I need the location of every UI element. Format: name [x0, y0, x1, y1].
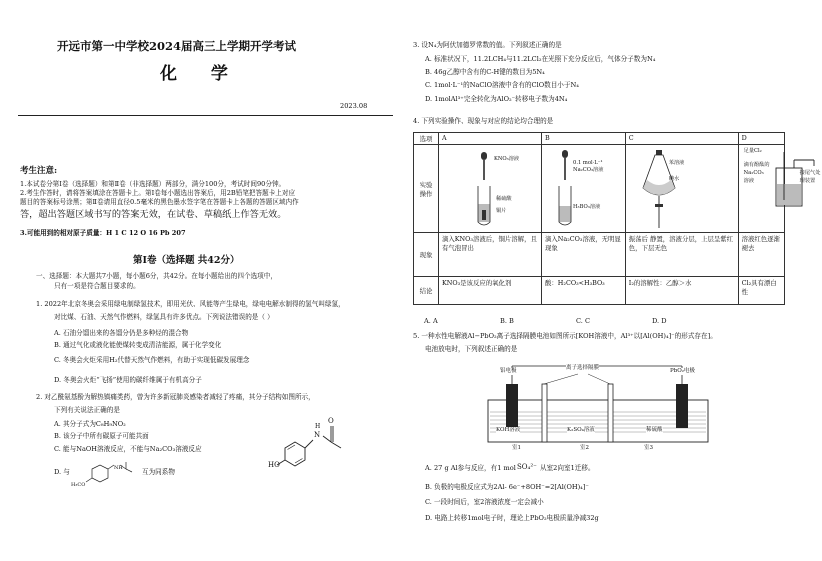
conclusion-b: 酸：H₂CO₃<H₃BO₃	[542, 277, 626, 305]
phenomenon-c: 振荡后 静置，溶液分层，上层呈紫红色，下层无色	[625, 233, 738, 277]
q4-option-b: B. B	[500, 317, 514, 325]
table-header-option: 选项	[414, 133, 439, 145]
section-intro: 一、选择题：本大题共7小题，每小题6分，共42分。在每小题给出的四个选项中，	[36, 272, 277, 280]
q5-stem: 5. 一种水性电解液Al−PbO₂离子选择隔膜电池如图所示[KOH溶液中，Al³⁺以[Al(OH)₄]⁻的形式存在]。	[413, 332, 717, 340]
exam-date: 2023.08	[340, 102, 368, 110]
n-label: N	[314, 431, 321, 439]
atomic-mass-line: 3.可能用到的相对原子质量：H 1 C 12 O 16 Pb 207	[20, 229, 186, 237]
battery-diagram	[478, 362, 718, 452]
label-na2co3-d: Na₂CO₃	[743, 170, 764, 176]
paracetamol-structure	[265, 412, 365, 474]
q3-stem: 3. 设N₄为阿伏加德罗常数的值。下列叙述正确的是	[413, 41, 562, 49]
label-cl2: 足量Cl₂	[743, 148, 762, 154]
conclusion-a: KNO₃是该反应的氧化剂	[439, 277, 542, 305]
apparatus-b	[542, 145, 626, 233]
q2-stem: 2. 对乙酰氨基酚为解热镇痛类药，曾为许多新冠肺炎感染者减轻了疼痛，其分子结构如图所示，	[36, 393, 315, 401]
label-h3bo3: H₃BO₃溶液	[573, 204, 601, 210]
q4-option-a: A. A	[424, 317, 438, 325]
q3-option-a: A. 标准状况下，11.2LCH₄与11.2LCl₂在光照下充分反应后，气体分子数为N₄	[425, 55, 656, 63]
q1-option-a: A. 石油分馏出来的各馏分仍是多种烃的混合物	[54, 329, 189, 337]
table-header-c: C	[625, 133, 738, 145]
q3-option-c: C. 1mol·L⁻¹的NaClO溶液中含有的ClO数目小于N₄	[425, 81, 579, 89]
label-solution: 溶液	[743, 178, 755, 184]
q2-option-c: C. 能与NaOH溶液反应，不能与Na₂CO₃溶液反应	[54, 445, 202, 453]
q2-option-b: B. 该分子中所有碳原子可能共面	[54, 432, 149, 440]
h-label: H	[315, 423, 321, 430]
left-column	[0, 0, 397, 561]
row-label-conclusion: 结论	[414, 277, 439, 305]
label-k2so4: K₂SO₄溶液	[567, 427, 595, 433]
h3co-label: H₃CO	[71, 482, 86, 488]
label-room3: 室3	[644, 445, 653, 451]
q1-stem: 1. 2022年北京冬奥会采用绿电制绿氢技术，即用光伏、风能等产生绿电，绿电电解水制得的氢气叫绿氢，	[36, 300, 345, 308]
methoxy-acetanilide-structure	[70, 458, 136, 494]
label-pbo2-electrode: PbO₂电极	[670, 368, 695, 374]
phenomenon-a: 滴入KNO₃溶液后，铜片溶解，且有气泡冒出	[439, 233, 542, 277]
q5-stem: 电池放电时，下列叙述正确的是	[425, 345, 518, 353]
label-al-electrode: 铝电极	[500, 368, 517, 374]
label-kno3: KNO₃溶液	[494, 156, 520, 162]
q3-option-d: D. 1molAl³⁺完全转化为AlO₂⁻转移电子数为4N₄	[425, 95, 568, 103]
notice-line: 题目的答案标号涂黑；第Ⅱ卷请用直径0.5毫米的黑色墨水签字笔在答题卡上各题的答题区域内作	[20, 198, 299, 206]
ho-label: HO	[268, 461, 280, 469]
q1-option-d: D. 冬奥会火炬“飞扬”使用的碳纤维属于有机高分子	[54, 376, 202, 384]
exam-title: 开远市第一中学校2024届高三上学期开学考试	[57, 39, 297, 53]
row-label-phenomenon: 现象	[414, 233, 439, 277]
table-header-d: D	[738, 133, 784, 145]
q5-option-d: D. 电路上转移1mol电子时，理论上PbO₂电极质量净减32g	[425, 514, 599, 522]
apparatus-c	[625, 145, 738, 233]
label-iodine-water: 碘水	[668, 176, 680, 182]
subject-title: 化 学	[160, 64, 242, 84]
q4-option-c: C. C	[576, 317, 591, 325]
q5-option-a-ion: SO₄²⁻	[517, 463, 537, 471]
table-header-a: A	[439, 133, 542, 145]
label-conc: 0.1 mol·L⁻¹	[573, 160, 603, 166]
test-tube-dropper-icon	[470, 152, 500, 228]
header-rule	[18, 115, 393, 116]
q5-option-b: B. 负极的电极反应式为2Al- 6e⁻+8OH⁻=2[Al(OH)₄]⁻	[425, 483, 589, 491]
apparatus-a	[439, 145, 542, 233]
label-koh: KOH溶液	[496, 427, 521, 433]
label-room1: 室1	[512, 445, 521, 451]
q4-option-d: D. D	[652, 317, 667, 325]
label-tail-gas: 接尾气处	[799, 170, 821, 176]
phenomenon-d: 溶液红色逐渐褪去	[738, 233, 784, 277]
q2-option-d: D. 与	[54, 468, 70, 476]
notice-line-emphasis: 答，超出答题区域书写的答案无效，在试卷、草稿纸上作答无效。	[20, 209, 287, 220]
label-na2co3: Na₂CO₃溶液	[573, 167, 604, 173]
conclusion-d: Cl₂具有漂白性	[738, 277, 784, 305]
label-benzene: 苯溶液	[668, 160, 685, 166]
q4-experiment-table	[413, 132, 821, 305]
o-label: O	[328, 417, 334, 425]
q3-option-b: B. 46g乙醇中含有的C-H键的数目为5N₄	[425, 68, 545, 76]
q5-option-a-suffix: 从室2向室1迁移。	[540, 464, 595, 472]
label-copper: 铜片	[496, 208, 507, 214]
label-dilute-sulfuric: 稀硫酸	[496, 196, 512, 202]
q1-option-b: B. 通过气化或液化能使煤转变成清洁能源，属于化学变化	[54, 341, 222, 349]
section-intro: 只有一项是符合题目要求的。	[54, 282, 140, 290]
label-treatment: 理装置	[799, 178, 816, 184]
q2-option-d-suffix: 互为同系物	[142, 468, 175, 476]
q2-option-a: A. 其分子式为C₈H₉NO₂	[54, 420, 126, 428]
phenomenon-b: 滴入Na₂CO₃溶液，无明显现象	[542, 233, 626, 277]
notice-line: 1.本试卷分第Ⅰ卷（选择题）和第Ⅱ卷（非选择题）两部分，满分100分，考试时间90分钟。	[20, 180, 286, 188]
notice-line: 2.考生作答时，请将答案填涂在答题卡上。第Ⅰ卷每小题选出答案后，用2B铅笔把答题卡上对应	[20, 189, 296, 197]
label-membrane: 离子选择隔膜	[566, 365, 600, 371]
section-title: 第Ⅰ卷（选择题 共42分）	[133, 255, 240, 266]
q5-option-a: A. 27 g Al参与反应，有1 mol	[425, 464, 516, 472]
q5-option-c: C. 一段时间后，室2溶液浓度一定会减小	[425, 498, 544, 506]
conclusion-c: I₂的溶解性：乙醇＞水	[625, 277, 738, 305]
label-room2: 室2	[580, 445, 589, 451]
row-label-operation: 实验操作	[414, 145, 439, 233]
q1-option-c: C. 冬奥会火炬采用H₂代替天然气作燃料，有助于实现低碳发展理念	[54, 356, 250, 364]
table-header-b: B	[542, 133, 626, 145]
label-dilute-h2so4: 稀硫酸	[646, 427, 663, 433]
notice-heading: 考生注意:	[20, 166, 58, 176]
gas-wash-bottle-icon	[770, 152, 822, 218]
apparatus-d	[738, 145, 821, 233]
q1-stem: 对比煤、石油、天然气作燃料，绿氢具有许多优点。下列说法错误的是（ ）	[54, 313, 274, 321]
nh-label: NH	[114, 465, 123, 471]
q4-stem: 4. 下列实验操作、现象与对应的结论均合理的是	[413, 117, 554, 125]
q2-stem: 下列有关说法正确的是	[54, 406, 120, 414]
label-phenolphthalein: 滴有酚酞的	[743, 162, 770, 168]
